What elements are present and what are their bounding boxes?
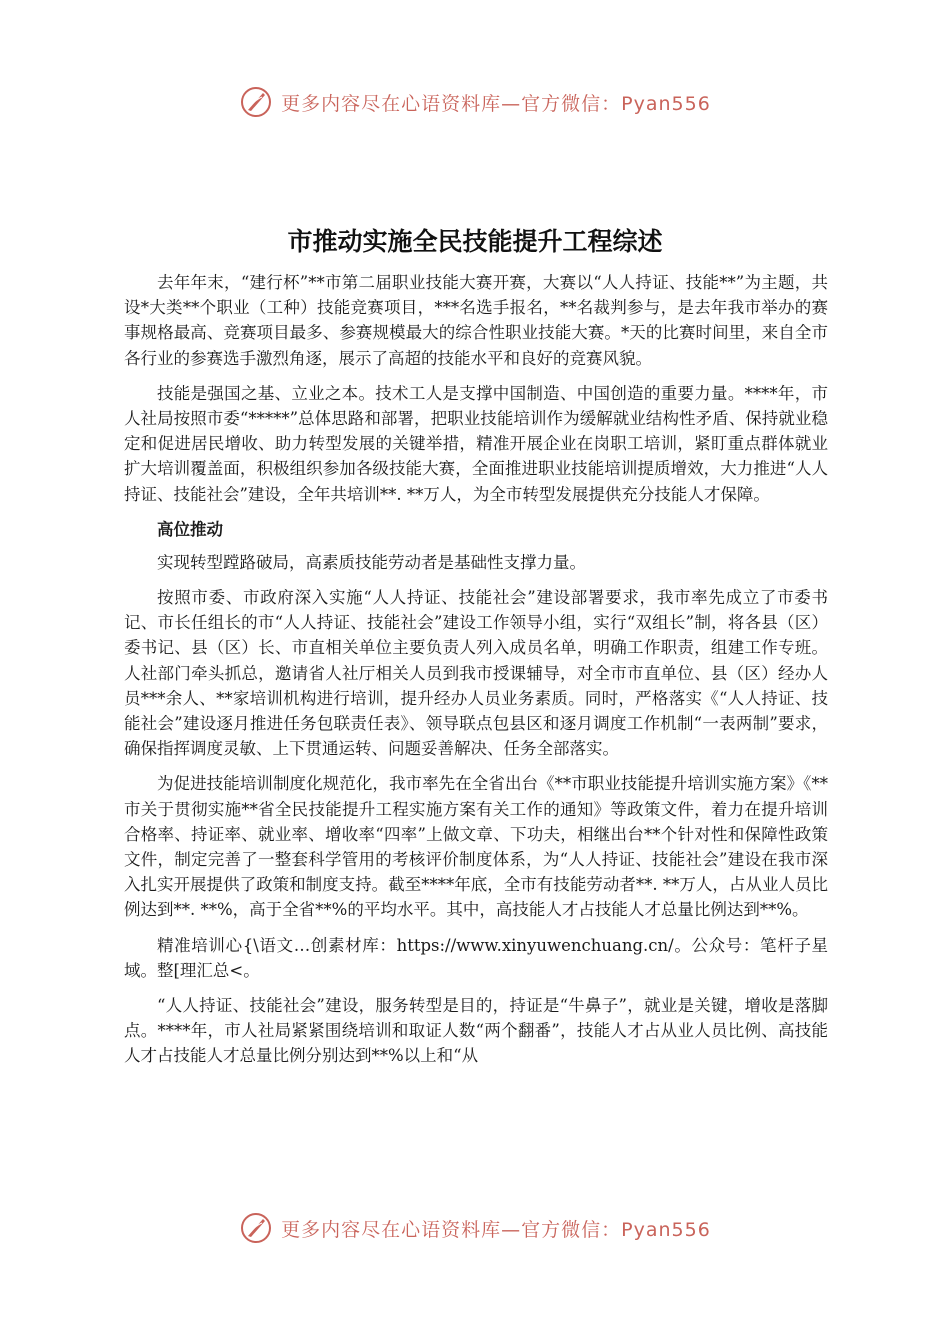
paragraph: 精准培训心{\语文…创素材库：https://www.xinyuwenchuang.cn/。公众号：笔杆子星域。整[理汇总<。 [124, 935, 828, 980]
watermark-text: 更多内容尽在心语资料库—官方微信：Pyan556 [281, 92, 711, 115]
watermark-header [0, 82, 950, 122]
document-title: 市推动实施全民技能提升工程综述 [287, 227, 663, 256]
document-body [124, 270, 828, 1079]
paragraph: “人人持证、技能社会”建设，服务转型是目的，持证是“牛鼻子”，就业是关键，增收是落脚点。****年，市人社局紧紧围绕培训和取证人数“两个翻番”，技能人才占从业人员比例、高技能人才占技能人才总量比例分别达到**%以上和“从 [124, 996, 828, 1066]
quill-logo-icon [239, 1211, 273, 1245]
paragraph: 去年年末，“建行杯”**市第二届职业技能大赛开赛，大赛以“人人持证、技能**”为主题，共设*大类**个职业（工种）技能竞赛项目，***名选手报名，**名裁判参与，是去年我市举办的赛事规格最高、竞赛项目最多、参赛规模最大的综合性职业技能大赛。*天的比赛时间里，来自全市各行业的参赛选手激烈角逐，展示了高超的技能水平和良好的竞赛风貌。 [124, 273, 828, 368]
watermark-text: 更多内容尽在心语资料库—官方微信：Pyan556 [281, 1218, 711, 1241]
quill-logo-icon [239, 85, 273, 119]
paragraph: 为促进技能培训制度化规范化，我市率先在全省出台《**市职业技能提升培训实施方案》《**市关于贯彻实施**省全民技能提升工程实施方案有关工作的通知》等政策文件，着力在提升培训合格率、持证率、就业率、增收率“四率”上做文章、下功夫，相继出台**个针对性和保障性政策文件，制定完善了一整套科学管用的考核评价制度体系，为“人人持证、技能社会”建设在我市深入扎实开展提供了政策和制度支持。截至****年底，全市有技能劳动者**. **万人，占从业人员比例达到**. **%，高于全省**%的平均水平。其中，高技能人才占技能人才总量比例达到**%。 [124, 774, 828, 920]
paragraph: 实现转型蹚路破局，高素质技能劳动者是基础性支撑力量。 [157, 552, 586, 572]
paragraph: 技能是强国之基、立业之本。技术工人是支撑中国制造、中国创造的重要力量。****年，市人社局按照市委“*****”总体思路和部署，把职业技能培训作为缓解就业结构性矛盾、保持就业稳定和促进居民增收、助力转型发展的关键举措，精准开展企业在岗职工培训，紧盯重点群体就业扩大培训覆盖面，积极组织参加各级技能大赛，全面推进职业技能培训提质增效，大力推进“人人持证、技能社会”建设，全年共培训**. **万人，为全市转型发展提供充分技能人才保障。 [124, 383, 828, 504]
paragraph: 按照市委、市政府深入实施“人人持证、技能社会”建设部署要求，我市率先成立了市委书记、市长任组长的市“人人持证、技能社会”建设工作领导小组，实行“双组长”制，将各县（区）委书记、县（区）长、市直相关单位主要负责人列入成员名单，明确工作职责，组建工作专班。人社部门牵头抓总，邀请省人社厅相关人员到我市授课辅导，对全市市直单位、县（区）经办人员***余人、**家培训机构进行培训，提升经办人员业务素质。同时，严格落实《“人人持证、技能社会”建设逐月推进任务包联责任表》、领导联点包县区和逐月调度工作机制“一表两制”要求，确保指挥调度灵敏、上下贯通运转、问题妥善解决、任务全部落实。 [124, 588, 828, 759]
section-heading: 高位推动 [157, 519, 223, 539]
watermark-footer [0, 1208, 950, 1248]
